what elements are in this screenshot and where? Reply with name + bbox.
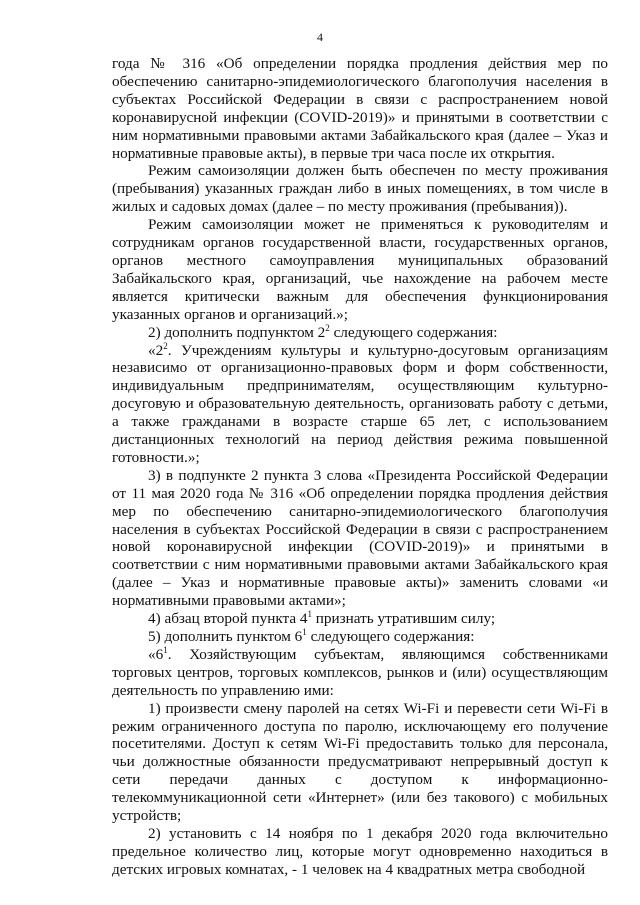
paragraph-text: следующего содержания: [306, 628, 475, 645]
superscript: 1 [302, 627, 307, 637]
paragraph-text: . Хозяйствующим субъектам, являющимся собственниками торговых центров, торговых комплексов, рынков и (или) осуществляющим деятельность по управлению ими: [112, 645, 608, 699]
paragraph [112, 162, 608, 216]
paragraph [112, 646, 608, 700]
paragraph-text: 2) дополнить подпунктом 2 [148, 323, 326, 341]
superscript: 1 [307, 609, 312, 620]
superscript: 2 [325, 322, 330, 333]
paragraph-text: 5) дополнить пунктом 6 [148, 628, 303, 645]
paragraph-text: Режим самоизоляции должен быть обеспечен по месту проживания (пребывания) указанных граждан либо в иных помещениях, в том числе в жилых и садовых домах (далее – по месту проживания (пребывания)). [112, 162, 608, 216]
paragraph [112, 342, 608, 467]
paragraph-text: «2 [148, 341, 164, 359]
paragraph [112, 467, 608, 610]
paragraph-text: Режим самоизоляции может не применяться к руководителям и сотрудникам органов государственной власти, государственных органов, органов местного самоуправления муниципальных образований Забайкальского края, организаций, чье нахождение на рабочем месте является критически важным для обеспечения функционирования указанных органов и организаций.»; [112, 216, 608, 323]
paragraph-text: 3) в подпункте 2 пункта 3 слова «Президента Российской Федерации от 11 мая 2020 года № 316 «Об определении порядка продления действия мер по обеспечению санитарно-эпидемиологического благополучия населения в субъектах Российской Федерации в связи с распространением новой коронавирусной инфекции (COVID-2019)» и принятыми в соответствии с ним нормативными правовыми актами Забайкальского края (далее – Указ и нормативные правовые акты)» заменить словами «и нормативными правовыми актами»; [112, 466, 608, 610]
paragraph [112, 700, 608, 825]
paragraph-text: признать утратившим силу; [312, 610, 496, 628]
paragraph-text: 2) установить с 14 ноября по 1 декабря 2020 года включительно предельное количество лиц, которые могут одновременно находиться в детских игровых комнатах, - 1 человек на 4 квадратных метра свободной [112, 824, 608, 878]
superscript: 2 [163, 340, 168, 351]
paragraph-text: 4) абзац второй пункта 4 [148, 610, 308, 628]
paragraph [112, 216, 608, 323]
document-body [112, 55, 608, 879]
paragraph [112, 324, 608, 342]
paragraph [112, 610, 608, 628]
paragraph-text: 1) произвести смену паролей на сетях Wi-Fi и перевести сети Wi-Fi в режим ограниченного доступа по паролю, исключающему его получение посетителями. Доступ к сетям Wi-Fi предоставить только для персонала, чьи должностные обязанности предусматривают непрерывный доступ к сети передачи данных с доступом к информационно-телекоммуникационной сети «Интернет» (или без такового) с мобильных устройств; [112, 699, 608, 825]
paragraph [112, 628, 608, 646]
page-number: 4 [317, 30, 323, 44]
paragraph-text: следующего содержания: [329, 323, 498, 341]
paragraph [112, 55, 608, 162]
paragraph-text: года № 316 «Об определении порядка продления действия мер по обеспечению санитарно-эпидемиологического благополучия населения в субъектах Российской Федерации в связи с распространением новой коронавирусной инфекции (COVID-2019)» и принятыми в соответствии с ним нормативными правовыми актами Забайкальского края (далее – Указ и нормативные правовые акты), в первые три часа после их открытия. [112, 55, 608, 162]
paragraph [112, 825, 608, 879]
paragraph-text: . Учреждениям культуры и культурно-досуговым организациям независимо от организационно-правовых форм и форм собственности, индивидуальным предпринимателям, осуществляющим культурно-досуговую и образовательную деятельность, организовать работу с детьми, а также гражданами в возрасте старше 65 лет, с использованием дистанционных технологий на период действия режима повышенной готовности.»; [112, 341, 608, 466]
superscript: 1 [163, 644, 168, 655]
paragraph-text: «6 [148, 645, 164, 663]
